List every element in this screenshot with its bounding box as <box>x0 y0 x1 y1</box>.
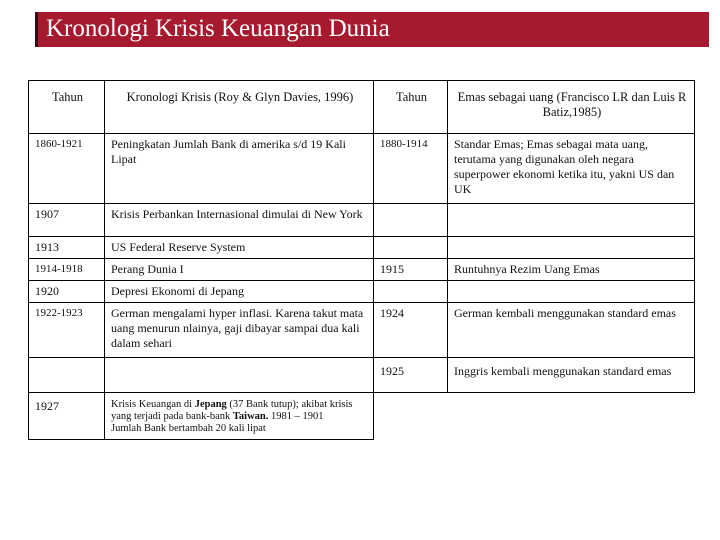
year2-cell: 1880-1914 <box>374 134 448 204</box>
gold-cell: Inggris kembali menggunakan standard emas <box>448 358 695 393</box>
year-cell: 1914-1918 <box>29 259 105 281</box>
crisis-text: 1981 – 1901 Jumlah Bank bertambah 20 kali lipat <box>111 411 340 434</box>
header-crisis-chronology: Kronologi Krisis (Roy & Glyn Davies, 1996) <box>105 81 374 134</box>
crisis-cell: German mengalami hyper inflasi. Karena takut mata uang menurun nlainya, gaji dibayar sampai dua kali dalam sehari <box>105 303 374 358</box>
year-cell: 1907 <box>29 204 105 237</box>
gold-cell <box>448 281 695 303</box>
header-gold-as-money: Emas sebagai uang (Francisco LR dan Luis R Batiz,1985) <box>448 81 695 134</box>
chronology-table <box>28 80 695 440</box>
crisis-cell <box>105 393 374 440</box>
year-cell <box>29 358 105 393</box>
gold-cell: German kembali menggunakan standard emas <box>448 303 695 358</box>
year2-cell: 1924 <box>374 303 448 358</box>
gold-cell <box>448 237 695 259</box>
year-cell: 1920 <box>29 281 105 303</box>
title-banner <box>35 12 709 47</box>
year2-cell: 1915 <box>374 259 448 281</box>
header-year-2: Tahun <box>374 81 448 134</box>
table-row <box>29 393 695 440</box>
table-row <box>29 281 695 303</box>
crisis-cell: Depresi Ekonomi di Jepang <box>105 281 374 303</box>
table-header-row <box>29 81 695 134</box>
crisis-bold-japan: Jepang <box>194 399 227 410</box>
crisis-cell: US Federal Reserve System <box>105 237 374 259</box>
year-cell: 1922-1923 <box>29 303 105 358</box>
year-cell: 1927 <box>29 393 105 440</box>
table-row <box>29 358 695 393</box>
year-cell: 1860-1921 <box>29 134 105 204</box>
header-year: Tahun <box>29 81 105 134</box>
crisis-cell <box>105 358 374 393</box>
crisis-cell: Peningkatan Jumlah Bank di amerika s/d 19 Kali Lipat <box>105 134 374 204</box>
table-row <box>29 303 695 358</box>
empty-cell <box>374 393 448 440</box>
table-row <box>29 134 695 204</box>
gold-cell: Runtuhnya Rezim Uang Emas <box>448 259 695 281</box>
table-row <box>29 259 695 281</box>
year2-cell <box>374 204 448 237</box>
year2-cell <box>374 281 448 303</box>
page-title: Kronologi Krisis Keuangan Dunia <box>46 15 390 42</box>
gold-cell <box>448 204 695 237</box>
year2-cell: 1925 <box>374 358 448 393</box>
table-row <box>29 237 695 259</box>
table-row <box>29 204 695 237</box>
crisis-text: (37 Bank tutup); akibat krisis yang terjadi pada bank-bank <box>111 399 353 422</box>
empty-cell <box>448 393 695 440</box>
year-cell: 1913 <box>29 237 105 259</box>
crisis-text: Krisis Keuangan di <box>111 399 195 410</box>
crisis-cell: Perang Dunia I <box>105 259 374 281</box>
crisis-cell: Krisis Perbankan Internasional dimulai di New York <box>105 204 374 237</box>
gold-cell: Standar Emas; Emas sebagai mata uang, terutama yang digunakan oleh negara superpower ekonomi ketika itu, yakni US dan UK <box>448 134 695 204</box>
year2-cell <box>374 237 448 259</box>
crisis-bold-taiwan: Taiwan. <box>232 411 269 422</box>
